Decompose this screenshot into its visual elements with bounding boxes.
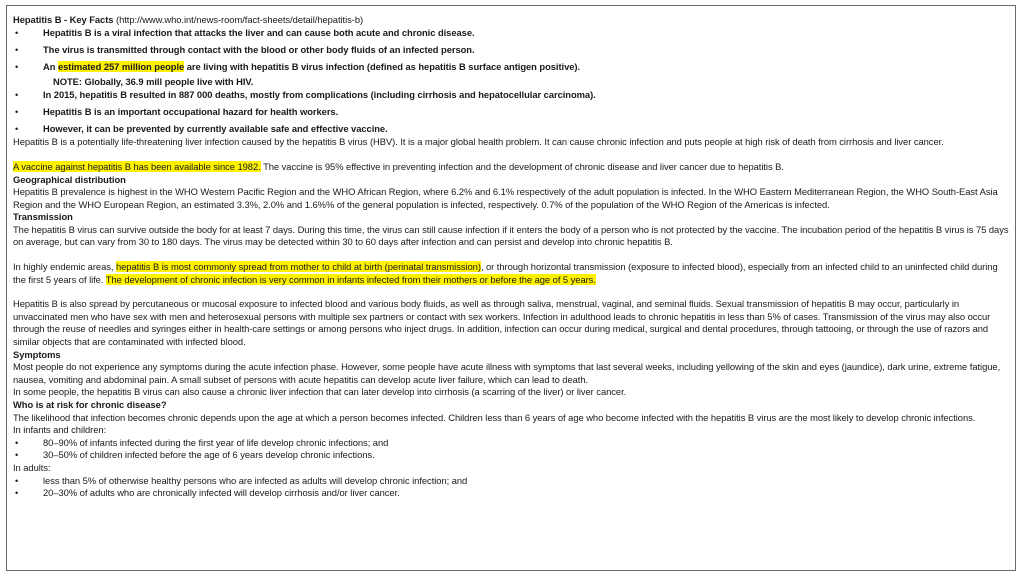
fact-text: Hepatitis B is a viral infection that attacks the liver and can cause both acute and chronic disease.: [43, 26, 475, 38]
key-facts-list-continued: [13, 89, 1013, 136]
section-heading-risk: Who is at risk for chronic disease?: [13, 399, 167, 410]
symptoms-paragraph-2: In some people, the hepatitis B virus can also cause a chronic liver infection that can later develop into cirrhosis (a scarring of the liver) or liver cancer.: [13, 386, 627, 398]
bullet-glyph: •: [15, 105, 19, 117]
source-url: (http://www.who.int/news-room/fact-sheets/detail/hepatitis-b): [116, 14, 364, 25]
list-item: [13, 27, 1013, 40]
transmission-text: , or through horizontal transmission (exposure to infected blood), especially from an infected child to an uninfected child during the first 5 years of life.: [13, 261, 998, 285]
highlighted-text: hepatitis B is most commonly spread from mother to child at birth (perinatal transmission): [115, 261, 481, 273]
transmission-paragraph-1: The hepatitis B virus can survive outside the body for at least 7 days. During this time, the virus can still cause infection if it enters the body of a person who is not protected by the vaccine. The incubation period of the hepatitis B virus is 75 days on average, but can vary from 30 to 180 days. The virus may be detected within 30 to 60 days after infection and can persist and develop into chronic hepatitis B.: [13, 223, 1009, 248]
fact-text: The virus is transmitted through contact with the blood or other body fluids of an infected person.: [43, 43, 475, 55]
intro-paragraph: Hepatitis B is a potentially life-threatening liver infection caused by the hepatitis B virus (HBV). It is a major global health problem. It can cause chronic infection and puts people at high risk of death from cirrhosis and liver cancer.: [13, 136, 944, 148]
adults-list: [13, 475, 1013, 500]
vaccine-text: The vaccine is 95% effective in preventing infection and the development of chronic disease and liver cancer due to hepatitis B.: [260, 160, 784, 172]
spacer: [13, 149, 1013, 161]
list-item: [13, 61, 1013, 74]
risk-paragraph: The likelihood that infection becomes chronic depends upon the age at which a person becomes infected. Children less than 6 years of age who become infected with the hepatitis B virus are the most likely to develop chronic infections.: [13, 411, 976, 423]
document-content: [13, 14, 1013, 500]
list-item-text: 30–50% of children infected before the age of 6 years develop chronic infections.: [43, 449, 375, 461]
bullet-glyph: •: [15, 474, 19, 486]
list-item: [13, 437, 1013, 450]
highlighted-text: estimated 257 million people: [57, 60, 185, 72]
hiv-note: NOTE: Globally, 36.9 mill people live with HIV.: [53, 76, 254, 88]
transmission-paragraph-2: [13, 261, 1013, 286]
bullet-glyph: •: [15, 122, 19, 134]
fact-text: However, it can be prevented by currently available safe and effective vaccine.: [43, 122, 388, 134]
geography-paragraph: Hepatitis B prevalence is highest in the WHO Western Pacific Region and the WHO African Region, where 6.2% and 6.1% respectively of the adult population is infected. In the WHO Eastern Mediterranean Region, the WHO South-East Asia Region and the WHO European Region, an estimated 3.3%, 2.0% and 1.6%% of the general population is infected, respectively. 0.7% of the population of the WHO Region of the Americas is infected.: [13, 186, 998, 210]
list-item: [13, 449, 1013, 462]
spacer: [13, 249, 1013, 261]
list-item-text: 20–30% of adults who are chronically infected will develop cirrhosis and/or liver cancer.: [43, 487, 400, 499]
bullet-glyph: •: [15, 43, 19, 55]
infants-list: [13, 437, 1013, 462]
list-item: [13, 44, 1013, 57]
highlighted-text: A vaccine against hepatitis B has been available since 1982.: [13, 160, 261, 172]
highlighted-text: The development of chronic infection is very common in infants infected from their mothers or before the age of 5 years.: [105, 273, 596, 285]
list-item: [13, 475, 1013, 488]
document-title: Hepatitis B - Key Facts: [13, 14, 114, 25]
list-item-text: less than 5% of otherwise healthy persons who are infected as adults will develop chronic infection; and: [43, 474, 468, 486]
section-heading-geography: Geographical distribution: [13, 173, 126, 185]
section-heading-transmission: Transmission: [13, 211, 73, 223]
document-frame: [6, 5, 1016, 571]
list-item: [13, 89, 1013, 102]
symptoms-paragraph-1: Most people do not experience any symptoms during the acute infection phase. However, some people have acute illness with symptoms that last several weeks, including yellowing of the skin and eyes (jaundice), dark urine, extreme fatigue, nausea, vomiting and abdominal pain. A small subset of persons with acute hepatitis can develop acute liver failure, which can lead to death.: [13, 361, 1001, 385]
fact-text: In 2015, hepatitis B resulted in 887 000 deaths, mostly from complications (including cirrhosis and hepatocellular carcinoma).: [43, 88, 596, 100]
bullet-glyph: •: [15, 449, 19, 461]
list-item: [13, 106, 1013, 119]
list-item: [13, 487, 1013, 500]
bullet-glyph: •: [15, 487, 19, 499]
section-heading-symptoms: Symptoms: [13, 348, 61, 360]
fact-prefix: An: [43, 60, 58, 72]
bullet-glyph: •: [15, 26, 19, 38]
list-item-text: 80–90% of infants infected during the first year of life develop chronic infections; and: [43, 436, 389, 448]
fact-suffix: are living with hepatitis B virus infection (defined as hepatitis B surface antigen positive).: [184, 60, 581, 72]
fact-text: Hepatitis B is an important occupational hazard for health workers.: [43, 105, 339, 117]
adults-label: In adults:: [13, 461, 51, 473]
transmission-paragraph-3: Hepatitis B is also spread by percutaneous or mucosal exposure to infected blood and various body fluids, as well as through saliva, menstrual, vaginal, and seminal fluids. Sexual transmission of hepatitis B may occur, particularly in unvaccinated men who have sex with men and heterosexual persons with multiple sex partners or contact with sex workers. Infection in adulthood leads to chronic hepatitis in less than 5% of cases. Transmission of the virus may also occur through the reuse of needles and syringes either in health-care settings or among persons who inject drugs. In addition, infection can occur during medical, surgical and dental procedures, through tattooing, or through the use of razors and similar objects that are contaminated with infected blood.: [13, 298, 991, 348]
bullet-glyph: •: [15, 88, 19, 100]
spacer: [13, 286, 1013, 298]
transmission-text: In highly endemic areas,: [13, 261, 116, 273]
title-line: [13, 14, 1013, 27]
key-facts-list: [13, 27, 1013, 74]
bullet-glyph: •: [15, 60, 19, 72]
infants-label: In infants and children:: [13, 424, 107, 436]
list-item: [13, 123, 1013, 136]
vaccine-paragraph: [13, 161, 1013, 174]
bullet-glyph: •: [15, 436, 19, 448]
